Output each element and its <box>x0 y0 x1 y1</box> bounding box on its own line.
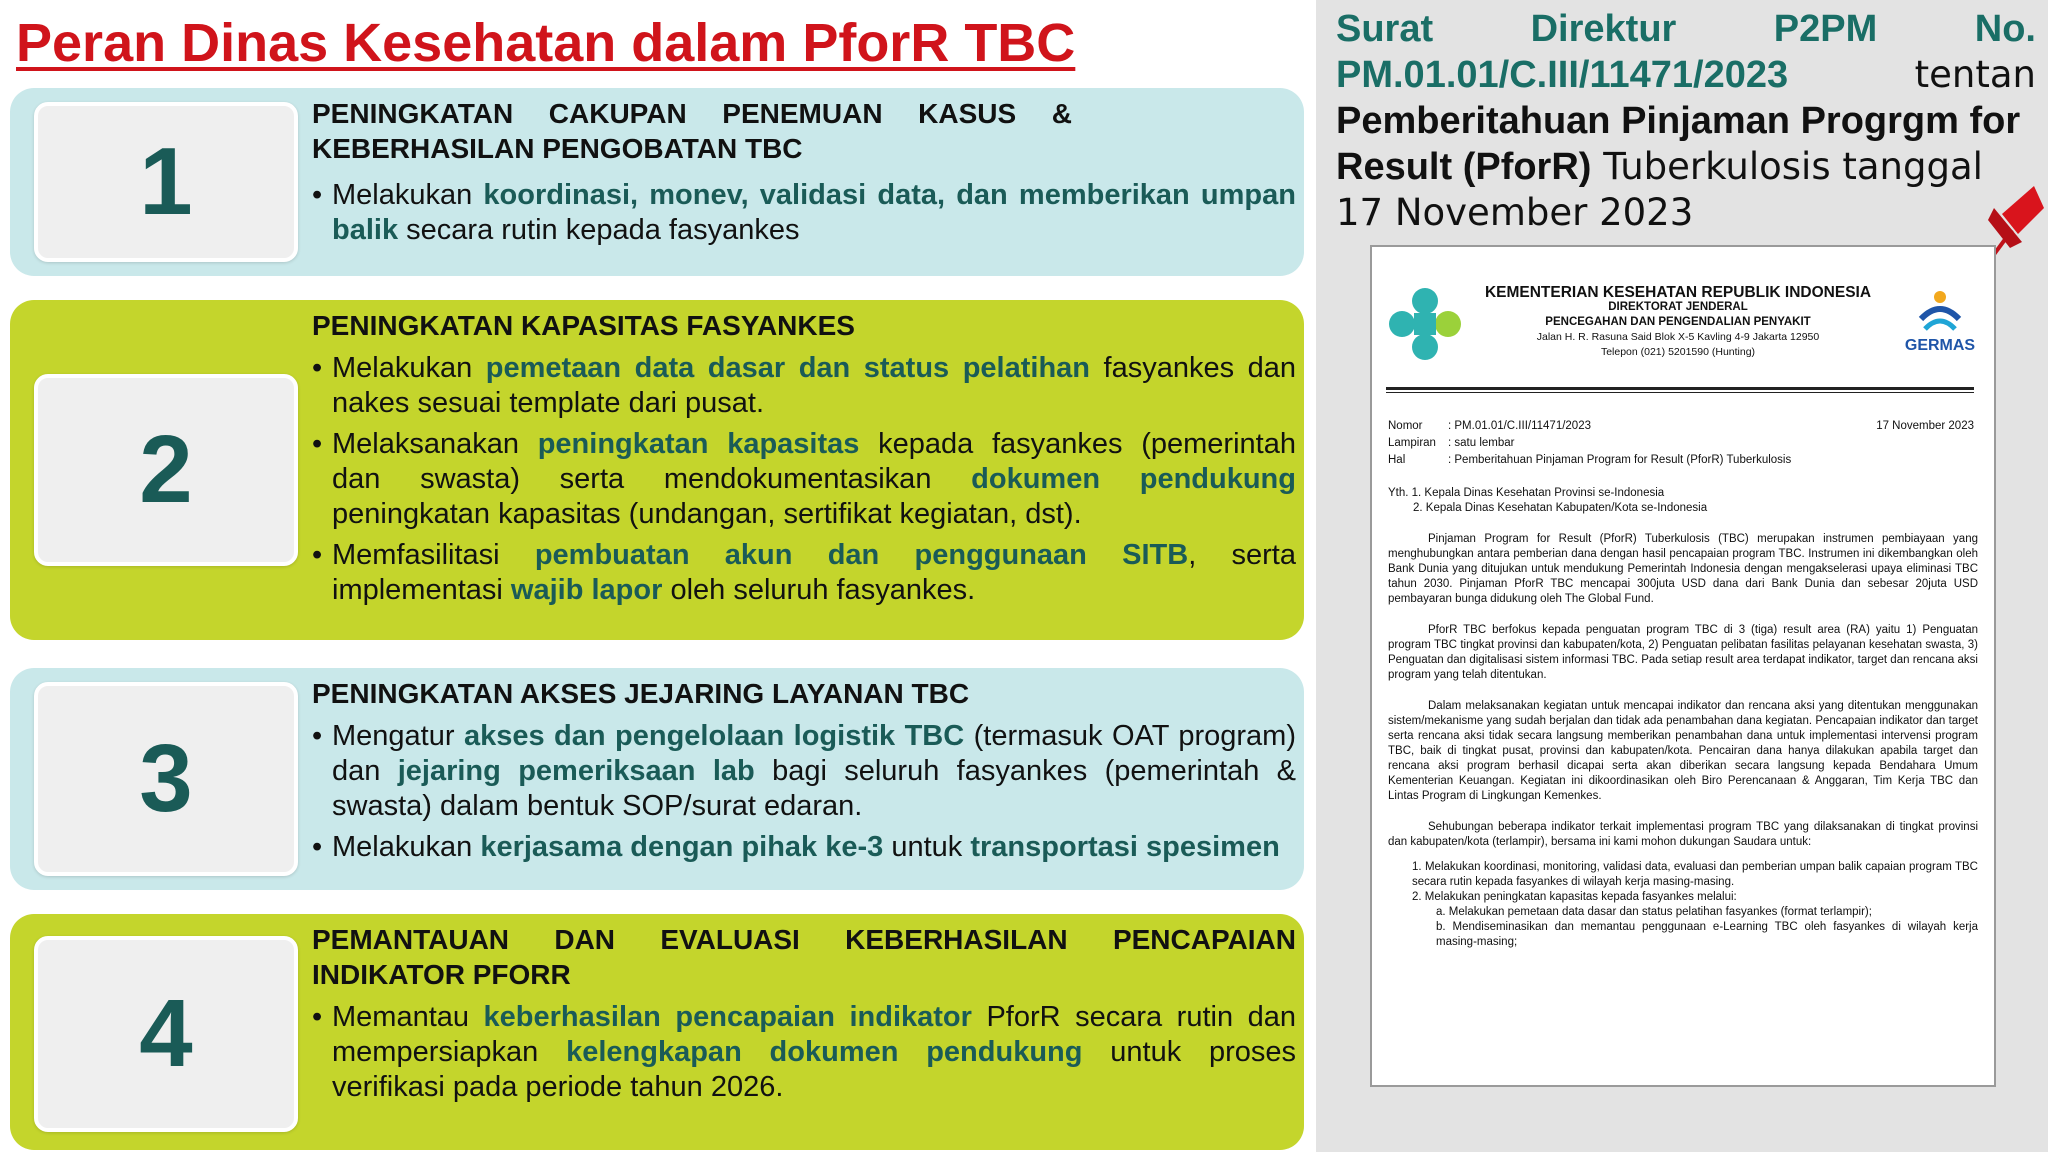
kemenkes-logo-icon <box>1386 285 1464 363</box>
letter-caption <box>1336 6 2036 236</box>
letter-list-2b: b. Mendiseminasikan dan memantau penggunaan e-Learning TBC oleh fasyankes di wilayah kerja masing-masing; <box>1436 921 1978 948</box>
panel-heading-4: PEMANTAUAN DAN EVALUASI KEBERHASILAN PENCAPAIAN INDIKATOR PFORR <box>312 924 1296 990</box>
caption-line-2: PM.01.01/C.III/11471/2023 tentan <box>1336 53 2036 96</box>
panel-heading-3: PENINGKATAN AKSES JEJARING LAYANAN TBC <box>312 678 970 709</box>
panel-bullets-2 <box>312 351 1296 608</box>
bullet-item: • Melakukan kerjasama dengan pihak ke-3 untuk transportasi spesimen <box>312 830 1296 865</box>
germas-logo: GERMAS <box>1900 289 1980 353</box>
caption-rest: Pemberitahuan Pinjaman Progrgm for Result (PforR) Tuberkulosis tanggal 17 November 2023 <box>1336 100 2021 234</box>
letter-list-1: 1. Melakukan koordinasi, monitoring, validasi data, evaluasi dan pemberian umpan balik capaian program TBC secara rutin kepada fasyankes di wilayah kerja masing-masing. <box>1412 861 1978 888</box>
panel-bullets-3 <box>312 719 1296 865</box>
bullet-item: • Memantau keberhasilan pencapaian indikator PforR secara rutin dan mempersiapkan kelengkapan dokumen pendukung untuk proses verifikasi pada periode tahun 2026. <box>312 1000 1296 1105</box>
panel-3 <box>10 668 1304 890</box>
bullet-item: • Melakukan koordinasi, monev, validasi data, dan memberikan umpan balik secara rutin kepada fasyankes <box>312 178 1296 248</box>
letter-paragraph-2: PforR TBC berfokus kepada penguatan program TBC di 3 (tiga) result area (RA) yaitu 1) Penguatan program TBC tingkat provinsi dan kabupaten/kota, 2) Penguatan pelibatan fasilitas pelayanan kesehatan swasta, 3) Penguatan dan digitalisasi sistem informasi TBC. Pada setiap result area terdapat indikator, target dan rencana aksi program yang telah ditentukan. <box>1388 624 1978 681</box>
letter-address: Jalan H. R. Rasuna Said Blok X-5 Kavling 4-9 Jakarta 12950 <box>1536 331 1820 343</box>
panel-number-2: 2 <box>34 374 298 566</box>
panel-4 <box>10 914 1304 1150</box>
panel-bullets-4 <box>312 1000 1296 1105</box>
letter-ministry: KEMENTERIAN KESEHATAN REPUBLIK INDONESIA <box>1484 284 1872 301</box>
bullet-item: • Melaksanakan peningkatan kapasitas kepada fasyankes (pemerintah dan swasta) serta mendokumentasikan dokumen pendukung peningkatan kapasitas (undangan, sertifikat kegiatan, dst). <box>312 427 1296 532</box>
panel-1 <box>10 88 1304 276</box>
letter-document: KEMENTERIAN KESEHATAN REPUBLIK INDONESIA DIREKTORAT JENDERAL PENCEGAHAN DAN PENGENDALIAN PENYAKIT Jalan H. R. Rasuna Said Blok X-5 Kavling 4-9 Jakarta 12950 Telepon (021) 5201590 (Hunting) GERMAS Nomor : PM.01.01/C.III/11471/2023 17 November 2023 Lampiran : satu lembar Hal : Pemberitahuan Pinjaman Program for Result (PforR) Tuberkulosis Yth. 1. Kepala Dinas Kesehatan Provinsi se-Indonesia 2. Kepala Dinas Kesehatan Kabupaten/Kota se-Indonesia Pinjaman Program for Result (PforR) Tuberkulosis (TBC) merupakan instrumen pembiayaan yang menghubungkan antara pemberian dana dengan hasil pencapaian program TBC. Instrumen ini dikembangkan oleh Bank Dunia yang ditujukan untuk mendukung Pemerintah Indonesia dengan mengakselerasi upaya eliminasi TBC tahun 2030. Pinjaman PforR TBC mencapai 300juta USD dana dari Bank Dunia dan sebesar 20juta USD pembayaran bunga didukung oleh The Global Fund. PforR TBC berfokus kepada penguatan program TBC di 3 (tiga) result area (RA) yaitu 1) Penguatan program TBC tingkat provinsi dan kabupaten/kota, 2) Penguatan pelibatan fasilitas pelayanan kesehatan swasta, 3) Penguatan dan digitalisasi sistem informasi TBC. Pada setiap result area terdapat indikator, target dan rencana aksi program yang telah ditentukan. Dalam melaksanakan kegiatan untuk mencapai indikator dan rencana aksi yang ditentukan menggunakan sistem/mekanisme yang sudah berjalan dan tidak ada penambahan dana kegiatan. Pencapaian indikator dan target serta rencana aksi tidak secara langsung memberikan penambahan dana untuk implementasi intervensi program TBC, baik di tingkat pusat, provinsi dan kabupaten/kota. Pencairan dana hanya dilakukan apabila target dan rencana aksi program berhasil dicapai serta akan diberikan secara langsung kepada Bendahara Umum Kementerian Keuangan. Kegiatan ini dikoordinasikan oleh Biro Perencanaan & Anggaran, Tim Kerja TBC dan Lintas Program di Lingkungan Kemenkes. Sehubungan beberapa indikator terkait implementasi program TBC yang dilaksanakan di tingkat provinsi dan kabupaten/kota (terlampir), bersama ini kami mohon dukungan Saudara untuk: 1. Melakukan koordinasi, monitoring, validasi data, evaluasi dan pemberian umpan balik capaian program TBC secara rutin kepada fasyankes di wilayah kerja masing-masing. 2. Melakukan peningkatan kapasitas kepada fasyankes melalui: a. Melakukan pemetaan data dasar dan status pelatihan fasyankes (format terlampir); b. Mendiseminasikan dan memantau penggunaan e-Learning TBC oleh fasyankes di wilayah kerja masing-masing; <box>1370 245 1996 1087</box>
letter-directorate: DIREKTORAT JENDERAL <box>1608 301 1748 313</box>
letter-list-2a: a. Melakukan pemetaan data dasar dan status pelatihan fasyankes (format terlampir); <box>1436 906 1872 918</box>
bullet-item: • Mengatur akses dan pengelolaan logistik TBC (termasuk OAT program) dan jejaring pemeriksaan lab bagi seluruh fasyankes (pemerintah & swasta) dalam bentuk SOP/surat edaran. <box>312 719 1296 824</box>
letter-paragraph-1: Pinjaman Program for Result (PforR) Tuberkulosis (TBC) merupakan instrumen pembiayaan yang menghubungkan antara pemberian dana dengan hasil pencapaian program TBC. Instrumen ini dikembangkan oleh Bank Dunia yang ditujukan untuk mendukung Pemerintah Indonesia dengan mengakselerasi upaya eliminasi TBC tahun 2030. Pinjaman PforR TBC mencapai 300juta USD dana dari Bank Dunia dan sebesar 20juta USD pembayaran bunga didukung oleh The Global Fund. <box>1388 533 1978 605</box>
letter-division: PENCEGAHAN DAN PENGENDALIAN PENYAKIT <box>1545 316 1811 328</box>
letter-to-2: 2. Kepala Dinas Kesehatan Kabupaten/Kota se-Indonesia <box>1413 502 1708 514</box>
panel-heading-2: PENINGKATAN KAPASITAS FASYANKES <box>312 310 855 341</box>
slide-title: Peran Dinas Kesehatan dalam PforR TBC <box>16 13 1076 73</box>
letter-list-2: 2. Melakukan peningkatan kapasitas kepada fasyankes melalui: <box>1412 891 1737 903</box>
bullet-item: • Melakukan pemetaan data dasar dan status pelatihan fasyankes dan nakes sesuai template dari pusat. <box>312 351 1296 421</box>
panel-2 <box>10 300 1304 640</box>
panel-number-1: 1 <box>34 102 298 262</box>
germas-logo-icon <box>1915 289 1965 333</box>
panel-bullets-1 <box>312 178 1296 248</box>
caption-line-1: Surat Direktur P2PM No. <box>1336 8 2036 50</box>
letter-paragraph-4: Sehubungan beberapa indikator terkait implementasi program TBC yang dilaksanakan di tingkat provinsi dan kabupaten/kota (terlampir), bersama ini kami mohon dukungan Saudara untuk: <box>1388 821 1978 848</box>
panel-number-4: 4 <box>34 936 298 1132</box>
panel-heading-1: PENINGKATAN CAKUPAN PENEMUAN KASUS & KEBERHASILAN PENGOBATAN TBC <box>312 98 1072 164</box>
panel-number-3: 3 <box>34 682 298 876</box>
letter-paragraph-3: Dalam melaksanakan kegiatan untuk mencapai indikator dan rencana aksi yang ditentukan menggunakan sistem/mekanisme yang sudah berjalan dan tidak ada penambahan dana kegiatan. Pencapaian indikator dan target serta rencana aksi tidak secara langsung memberikan penambahan dana untuk implementasi intervensi program TBC, baik di tingkat pusat, provinsi dan kabupaten/kota. Pencairan dana hanya dilakukan apabila target dan rencana aksi program berhasil dicapai serta akan diberikan secara langsung kepada Bendahara Umum Kementerian Keuangan. Kegiatan ini dikoordinasikan oleh Biro Perencanaan & Anggaran, Tim Kerja TBC dan Lintas Program di Lingkungan Kemenkes. <box>1388 700 1978 802</box>
bullet-item: • Memfasilitasi pembuatan akun dan penggunaan SITB, serta implementasi wajib lapor oleh seluruh fasyankes. <box>312 538 1296 608</box>
letter-phone: Telepon (021) 5201590 (Hunting) <box>1600 346 1756 358</box>
letter-to-1: Yth. 1. Kepala Dinas Kesehatan Provinsi se-Indonesia <box>1388 487 1665 499</box>
